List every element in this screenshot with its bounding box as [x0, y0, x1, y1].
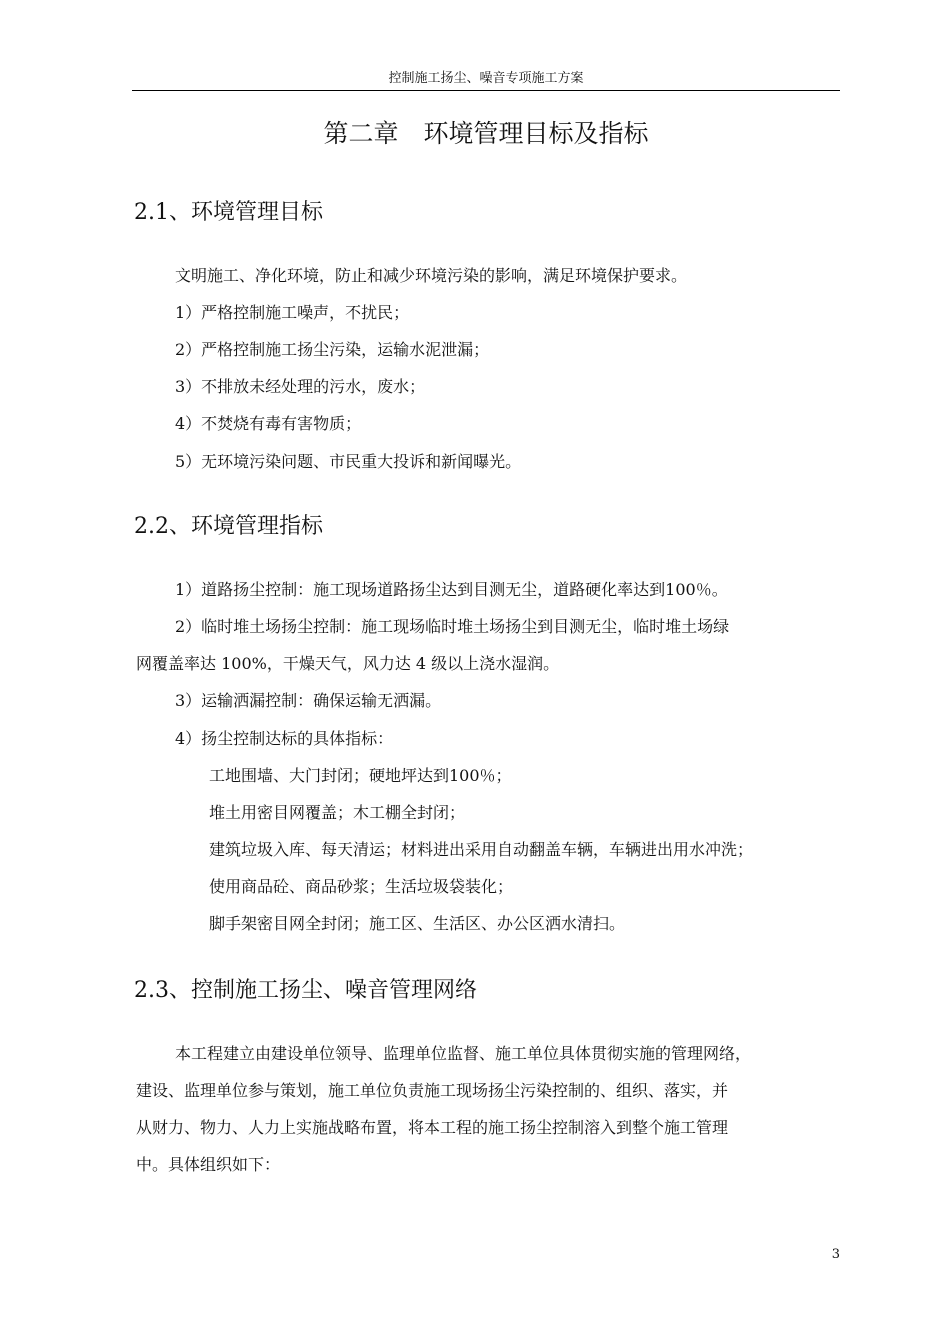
objective-item: 2）严格控制施工扬尘污染，运输水泥泄漏； [175, 340, 490, 359]
objective-item: 3）不排放未经处理的污水，废水； [175, 377, 426, 396]
network-paragraph-line: 建设、监理单位参与策划，施工单位负责施工现场扬尘污染控制的、组织、落实，并 [136, 1081, 729, 1100]
section-heading-2-3: 2.3、控制施工扬尘、噪音管理网络 [134, 978, 477, 1003]
indicator-subitem: 堆土用密目网覆盖；木工棚全封闭； [209, 803, 466, 822]
indicator-item-continuation: 网覆盖率达 100%，干燥天气，风力达 4 级以上浇水湿润。 [136, 654, 560, 673]
objective-item: 1）严格控制施工噪声，不扰民； [175, 303, 410, 322]
indicator-subitem: 工地围墙、大门封闭；硬地坪达到100％； [209, 766, 512, 785]
header-rule [132, 90, 840, 91]
page-number: 3 [831, 1247, 840, 1262]
section-heading-2-2: 2.2、环境管理指标 [134, 514, 323, 539]
indicator-item: 3）运输洒漏控制：确保运输无洒漏。 [175, 691, 442, 710]
objective-item: 5）无环境污染问题、市民重大投诉和新闻曝光。 [175, 452, 522, 471]
objective-intro: 文明施工、净化环境，防止和减少环境污染的影响，满足环境保护要求。 [175, 266, 688, 285]
indicator-item: 4）扬尘控制达标的具体指标： [175, 729, 394, 748]
chapter-title: 第二章 环境管理目标及指标 [323, 119, 649, 148]
network-paragraph-line: 本工程建立由建设单位领导、监理单位监督、施工单位具体贯彻实施的管理网络， [175, 1044, 752, 1063]
indicator-item: 2）临时堆土场扬尘控制：施工现场临时堆土场扬尘到目测无尘，临时堆土场绿 [175, 617, 730, 636]
objective-item: 4）不焚烧有毒有害物质； [175, 414, 362, 433]
running-header: 控制施工扬尘、噪音专项施工方案 [388, 71, 584, 86]
indicator-subitem: 建筑垃圾入库、每天清运；材料进出采用自动翻盖车辆，车辆进出用水冲洗； [209, 840, 754, 859]
section-heading-2-1: 2.1、环境管理目标 [134, 200, 323, 225]
network-paragraph-line: 从财力、物力、人力上实施战略布置，将本工程的施工扬尘控制溶入到整个施工管理 [136, 1118, 729, 1137]
indicator-item: 1）道路扬尘控制：施工现场道路扬尘达到目测无尘，道路硬化率达到100％。 [175, 580, 728, 599]
network-paragraph-line: 中。具体组织如下： [136, 1155, 281, 1174]
indicator-subitem: 脚手架密目网全封闭；施工区、生活区、办公区洒水清扫。 [209, 914, 626, 933]
indicator-subitem: 使用商品砼、商品砂浆；生活垃圾袋装化； [209, 877, 514, 896]
